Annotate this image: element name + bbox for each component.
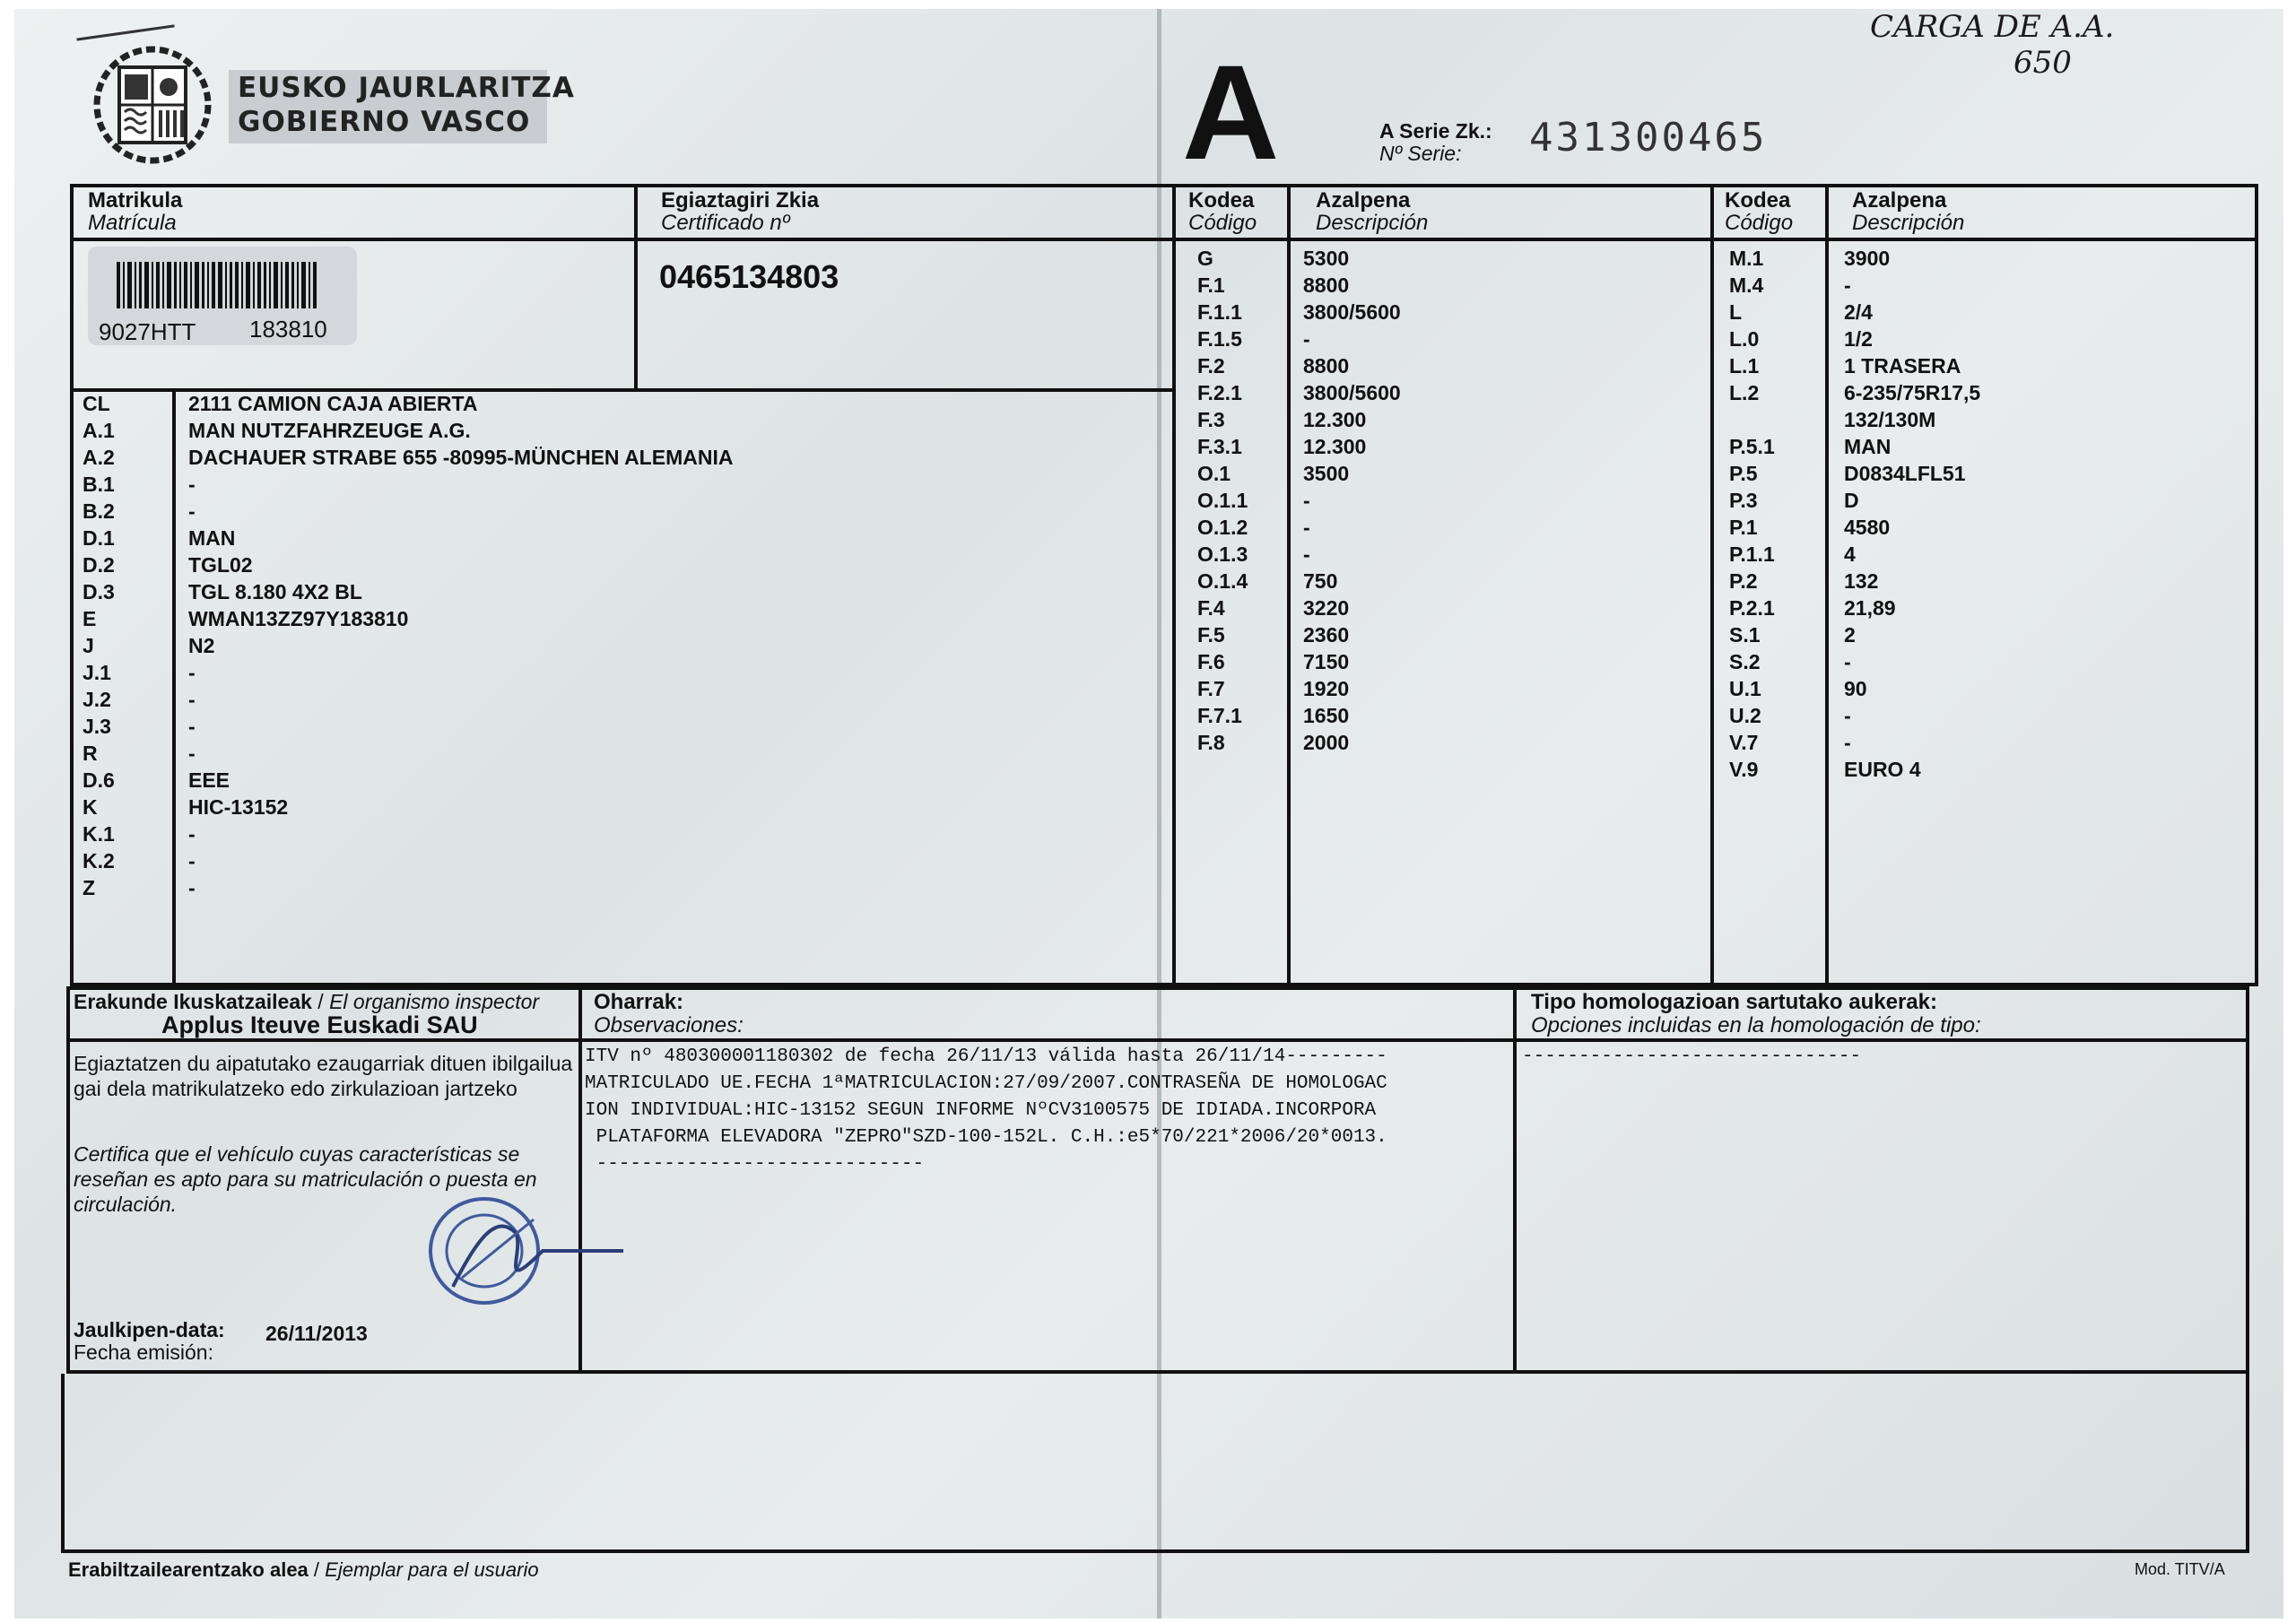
list-code: J (83, 634, 94, 657)
list-value: EURO 4 (1844, 758, 1921, 781)
list-value: 3500 (1303, 462, 1350, 485)
list-code: K.1 (83, 822, 115, 846)
barcode (117, 262, 323, 308)
list-value: - (188, 822, 196, 846)
list-value: 8800 (1303, 354, 1350, 378)
list-code: L.0 (1729, 327, 1760, 351)
list-code: F.2 (1197, 354, 1225, 378)
list-code: R (83, 742, 98, 765)
list-code: F.4 (1197, 596, 1225, 620)
list-value: 3220 (1303, 596, 1350, 620)
divider-mat-cert (634, 184, 638, 392)
list-code: L (1729, 300, 1743, 324)
list-value: MAN (1844, 435, 1892, 458)
list-code: A.1 (83, 419, 115, 442)
list-value: 90 (1844, 677, 1867, 700)
observaciones-line: ----------------------------- (585, 1154, 925, 1175)
list-code: F.1 (1197, 273, 1225, 297)
list-code: L.1 (1729, 354, 1760, 378)
list-code: S.2 (1729, 650, 1761, 673)
list-code: B.1 (83, 473, 115, 496)
list-code: M.4 (1729, 273, 1764, 297)
list-value: - (1844, 273, 1851, 297)
list-value: 2360 (1303, 623, 1350, 647)
serie-number: 431300465 (1529, 115, 1768, 161)
list-code: P.1 (1729, 516, 1758, 539)
list-code: D.6 (83, 768, 115, 792)
list-value: 3900 (1844, 247, 1891, 270)
list-value: 2000 (1303, 731, 1350, 754)
lower-divider-2 (1513, 986, 1517, 1374)
list-code: D.3 (83, 580, 115, 603)
list-value: 2111 CAMION CAJA ABIERTA (188, 392, 478, 415)
list-code: V.9 (1729, 758, 1759, 781)
list-code: D.2 (83, 553, 115, 577)
list-code: F.2.1 (1197, 381, 1242, 404)
list-value: - (188, 742, 196, 765)
series-letter: A (1182, 37, 1280, 187)
right-kodea-label: Kodea (1725, 188, 1791, 213)
handwritten-note: CARGA DE A.A. (1870, 9, 2115, 45)
serie-label-eu: A Serie Zk.: (1379, 119, 1492, 143)
inspector-text-eu: Egiaztatzen du aipatutako ezaugarriak dituen ibilgailua gai dela matrikulatzeko edo zirkulazioan jartzeko (74, 1052, 573, 1100)
agency-name-es: GOBIERNO VASCO (238, 106, 531, 138)
list-value: - (1844, 704, 1851, 727)
right-codigo-label: Código (1725, 211, 1794, 235)
list-value: 5300 (1303, 247, 1350, 270)
list-code: O.1.1 (1197, 489, 1248, 512)
list-value: 3800/5600 (1303, 381, 1401, 404)
list-code: D.1 (83, 526, 115, 550)
certificado-number: 0465134803 (659, 258, 839, 295)
list-code: F.7.1 (1197, 704, 1242, 727)
list-value: - (1844, 731, 1851, 754)
divider-mid-right (1710, 184, 1714, 986)
certificado-label-eu: Egiaztagiri Zkia (661, 188, 820, 213)
list-value: - (1303, 327, 1310, 351)
list-code: L.2 (1729, 381, 1760, 404)
list-value: - (188, 876, 196, 899)
footer-copy-eu: Erabiltzailearentzako alea (68, 1558, 309, 1581)
main-frame (70, 184, 2258, 986)
list-value: 1/2 (1844, 327, 1873, 351)
list-value: 7150 (1303, 650, 1350, 673)
list-code: P.2.1 (1729, 596, 1775, 620)
list-code: U.1 (1729, 677, 1761, 700)
list-value: 2/4 (1844, 300, 1873, 324)
list-value: - (188, 661, 196, 684)
list-value: - (1303, 542, 1310, 566)
right-azalpena-label: Azalpena (1852, 188, 1947, 213)
divider-left-mid (1172, 184, 1176, 986)
matricula-label-eu: Matrikula (88, 188, 183, 213)
inspector-label-eu: Erakunde Ikuskatzaileak (74, 990, 312, 1013)
list-code: P.5 (1729, 462, 1758, 485)
list-code: U.2 (1729, 704, 1761, 727)
list-value: TGL 8.180 4X2 BL (188, 580, 362, 603)
list-value: - (1844, 650, 1851, 673)
list-code: F.1.5 (1197, 327, 1242, 351)
list-code: P.1.1 (1729, 542, 1775, 566)
list-value: 132/130M (1844, 408, 1936, 431)
list-value: 4580 (1844, 516, 1891, 539)
list-code: K (83, 795, 98, 819)
issue-date: 26/11/2013 (265, 1322, 368, 1345)
matricula-label-es: Matrícula (88, 211, 177, 235)
list-value: HIC-13152 (188, 795, 289, 819)
list-value: - (1303, 489, 1310, 512)
form-model: Mod. TITV/A (2135, 1560, 2225, 1578)
footer-copy-label: Erabiltzailearentzako alea / Ejemplar para el usuario (68, 1558, 539, 1581)
list-value: 1650 (1303, 704, 1350, 727)
inspector-text-es: Certifica que el vehículo cuyas características se reseñan es apto para su matriculación o puesta en circulación. (74, 1142, 537, 1216)
list-value: N2 (188, 634, 215, 657)
observaciones-line: PLATAFORMA ELEVADORA "ZEPRO"SZD-100-152L. C.H.:e5*70/221*2006/20*0013. (585, 1127, 1387, 1148)
list-code: J.3 (83, 715, 111, 738)
list-code: F.5 (1197, 623, 1225, 647)
footer-copy-es: Ejemplar para el usuario (325, 1558, 539, 1581)
list-value: 2 (1844, 623, 1856, 647)
list-code: G (1197, 247, 1213, 270)
list-code: F.1.1 (1197, 300, 1242, 324)
list-code: J.2 (83, 688, 111, 711)
list-value: 132 (1844, 569, 1879, 593)
list-code: O.1.3 (1197, 542, 1248, 566)
agency-name-eu: EUSKO JAURLARITZA (238, 72, 575, 104)
list-code: M.1 (1729, 247, 1764, 270)
mid-kodea-label: Kodea (1188, 188, 1255, 213)
list-value: MAN NUTZFAHRZEUGE A.G. (188, 419, 471, 442)
list-code: F.3 (1197, 408, 1225, 431)
list-value: 12.300 (1303, 435, 1367, 458)
list-value: - (188, 688, 196, 711)
list-code: F.6 (1197, 650, 1225, 673)
plate-number: 9027HTT (99, 318, 196, 345)
divider-left-code (172, 388, 176, 986)
list-code: Z (83, 876, 96, 899)
observaciones-label-eu: Oharrak: (594, 990, 684, 1014)
opciones-line: ------------------------------ (1522, 1046, 1862, 1067)
header-row-divider (70, 238, 2258, 241)
list-value: TGL02 (188, 553, 253, 577)
list-value: 750 (1303, 569, 1338, 593)
certificado-label-es: Certificado nº (661, 211, 790, 235)
serie-label-es: Nº Serie: (1379, 142, 1462, 165)
opciones-label-es: Opciones incluidas en la homologación de tipo: (1531, 1013, 1981, 1037)
list-value: DACHAUER STRABE 655 -80995-MÜNCHEN ALEMANIA (188, 446, 734, 469)
official-stamp (408, 1179, 632, 1332)
mid-azalpena-label: Azalpena (1316, 188, 1411, 213)
list-value: MAN (188, 526, 236, 550)
list-value: - (188, 715, 196, 738)
list-code: F.7 (1197, 677, 1225, 700)
observaciones-label-es: Observaciones: (594, 1013, 744, 1037)
opciones-label-eu: Tipo homologazioan sartutako aukerak: (1531, 990, 1937, 1014)
plate-code: 183810 (249, 316, 327, 343)
list-value: 6-235/75R17,5 (1844, 381, 1981, 404)
list-code: K.2 (83, 849, 115, 872)
list-value: D (1844, 489, 1859, 512)
list-value: 1920 (1303, 677, 1350, 700)
list-code: V.7 (1729, 731, 1759, 754)
mid-codigo-label: Código (1188, 211, 1257, 235)
inspector-label: Erakunde Ikuskatzaileak / El organismo inspector (74, 990, 540, 1013)
list-value: - (188, 473, 196, 496)
bottom-frame (61, 1374, 2249, 1553)
divider-right-code (1825, 184, 1829, 986)
list-value: 1 TRASERA (1844, 354, 1961, 378)
date-label-es: Fecha emisión: (74, 1341, 213, 1364)
observaciones-line: MATRICULADO UE.FECHA 1ªMATRICULACION:27/09/2007.CONTRASEÑA DE HOMOLOGAC (585, 1073, 1387, 1094)
list-value: WMAN13ZZ97Y183810 (188, 607, 409, 630)
date-label-eu: Jaulkipen-data: (74, 1318, 225, 1341)
list-code: P.5.1 (1729, 435, 1775, 458)
list-code: A.2 (83, 446, 115, 469)
observaciones-line: ITV nº 480300001180302 de fecha 26/11/13 válida hasta 26/11/14--------- (585, 1046, 1387, 1067)
list-code: S.1 (1729, 623, 1761, 647)
list-value: - (1303, 516, 1310, 539)
list-value: - (188, 499, 196, 523)
mid-descripcion-label: Descripción (1316, 211, 1429, 235)
inspector-name: Applus Iteuve Euskadi SAU (161, 1011, 478, 1038)
list-code: F.3.1 (1197, 435, 1242, 458)
divider-mid-code (1287, 184, 1291, 986)
list-value: 4 (1844, 542, 1856, 566)
list-code: O.1.2 (1197, 516, 1248, 539)
list-code: F.8 (1197, 731, 1225, 754)
list-code: P.2 (1729, 569, 1758, 593)
list-code: CL (83, 392, 110, 415)
list-value: 8800 (1303, 273, 1350, 297)
handwritten-number: 650 (2013, 45, 2072, 81)
list-value: EEE (188, 768, 230, 792)
coat-of-arms-emblem (85, 40, 229, 175)
list-code: B.2 (83, 499, 115, 523)
list-value: 3800/5600 (1303, 300, 1401, 324)
inspector-label-es: El organismo inspector (329, 990, 540, 1013)
list-code: P.3 (1729, 489, 1758, 512)
list-code: O.1.4 (1197, 569, 1248, 593)
list-value: 21,89 (1844, 596, 1896, 620)
list-value: D0834LFL51 (1844, 462, 1966, 485)
list-value: - (188, 849, 196, 872)
list-code: J.1 (83, 661, 111, 684)
list-code: E (83, 607, 97, 630)
list-code: O.1 (1197, 462, 1231, 485)
observaciones-line: ION INDIVIDUAL:HIC-13152 SEGUN INFORME NºCV3100575 DE IDIADA.INCORPORA (585, 1100, 1377, 1121)
list-value: 12.300 (1303, 408, 1367, 431)
right-descripcion-label: Descripción (1852, 211, 1965, 235)
